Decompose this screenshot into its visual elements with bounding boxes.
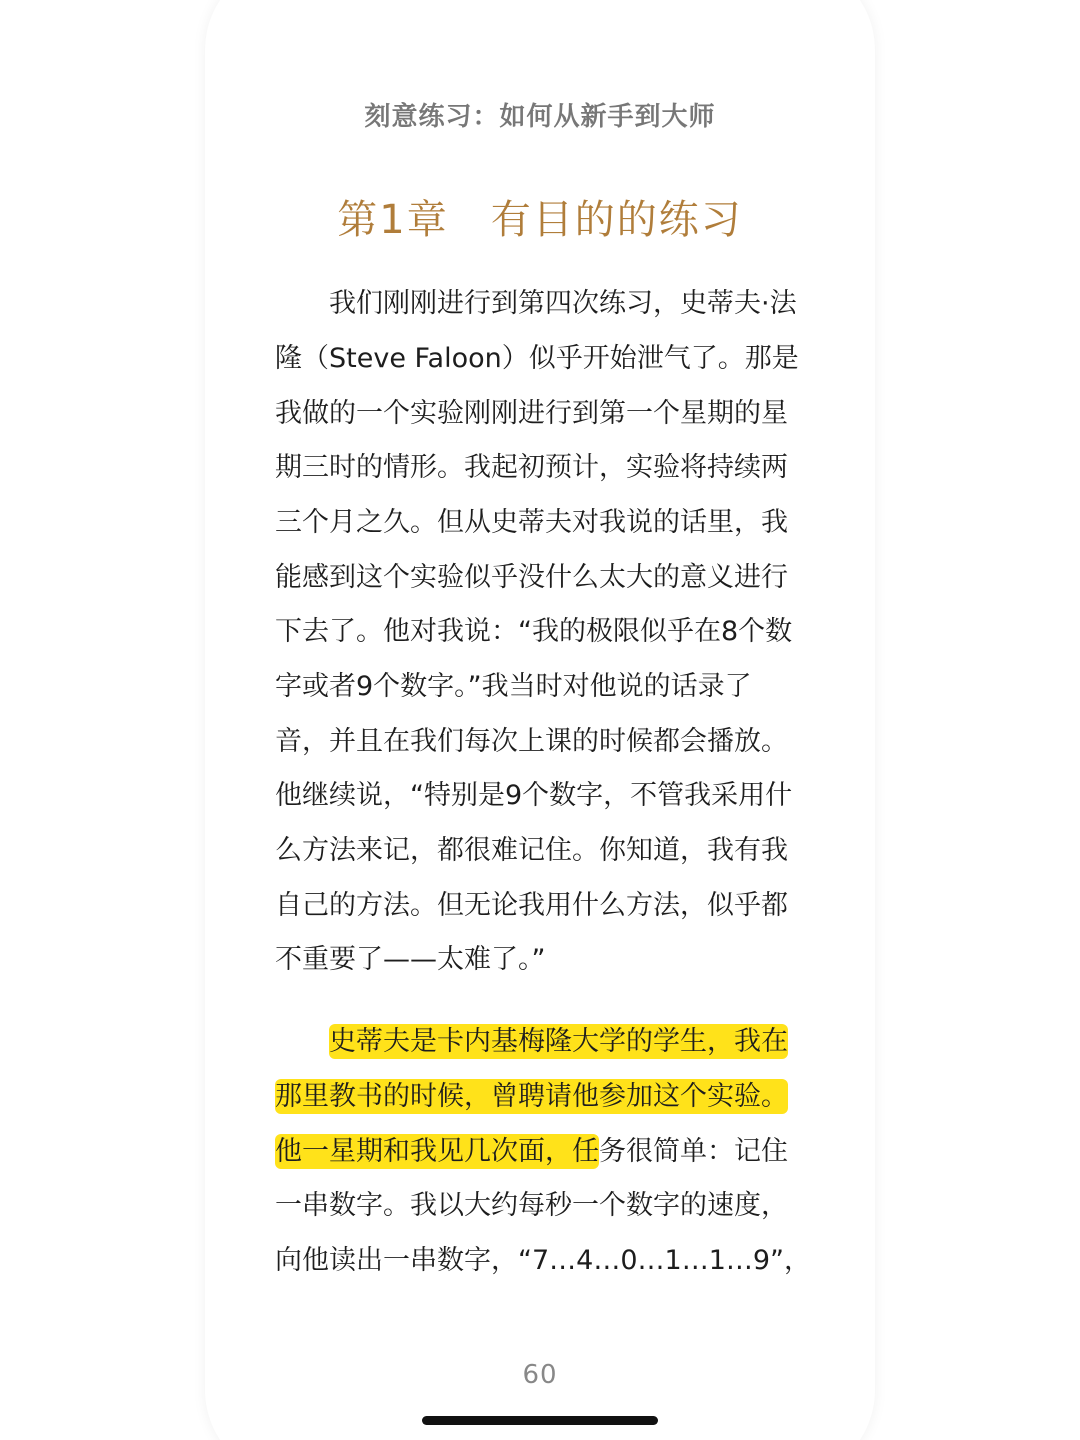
text-line[interactable]: 他继续说，“特别是9个数字，不管我采用什: [275, 780, 793, 811]
highlight[interactable]: 史蒂夫是卡内基梅隆大学的学生，我在: [329, 1026, 788, 1057]
page-number: 60: [522, 1360, 558, 1390]
text-line-partially-highlighted[interactable]: [275, 1130, 815, 1174]
text-line[interactable]: 自己的方法。但无论我用什么方法，似乎都: [275, 890, 788, 921]
text-line[interactable]: 不重要了——太难了。”: [275, 944, 546, 975]
text-line[interactable]: 一串数字。我以大约每秒一个数字的速度，: [275, 1190, 788, 1221]
text-line[interactable]: 能感到这个实验似乎没什么太大的意义进行: [275, 562, 788, 593]
text-line[interactable]: 向他读出一串数字，“7…4…0…1…1…9”，: [275, 1245, 812, 1276]
text-line[interactable]: 期三时的情形。我起初预计，实验将持续两: [275, 452, 788, 483]
text-line[interactable]: 我做的一个实验刚刚进行到第一个星期的星: [275, 398, 788, 429]
home-indicator[interactable]: [422, 1416, 658, 1425]
text-line[interactable]: 字或者9个数字。”我当时对他说的话录了: [275, 671, 752, 702]
text-line-highlighted[interactable]: [275, 1020, 869, 1064]
book-title: 刻意练习：如何从新手到大师: [364, 102, 716, 132]
chapter-title: 第1章 有目的的练习: [337, 197, 743, 243]
text-line-highlighted[interactable]: [275, 1075, 815, 1119]
text-line[interactable]: 三个月之久。但从史蒂夫对我说的话里，我: [275, 507, 788, 538]
text-line[interactable]: 隆（Steve Faloon）似乎开始泄气了。那是: [275, 343, 799, 374]
highlight[interactable]: 他一星期和我见几次面，任: [275, 1136, 599, 1167]
text-line[interactable]: 么方法来记，都很难记住。你知道，我有我: [275, 835, 788, 866]
highlight[interactable]: 那里教书的时候，曾聘请他参加这个实验。: [275, 1081, 788, 1112]
text-line[interactable]: 音，并且在我们每次上课的时候都会播放。: [275, 726, 788, 757]
text-line[interactable]: 下去了。他对我说：“我的极限似乎在8个数: [275, 616, 793, 647]
text-line[interactable]: 我们刚刚进行到第四次练习，史蒂夫·法: [329, 288, 797, 319]
text-span[interactable]: 务很简单：记住: [599, 1136, 788, 1167]
